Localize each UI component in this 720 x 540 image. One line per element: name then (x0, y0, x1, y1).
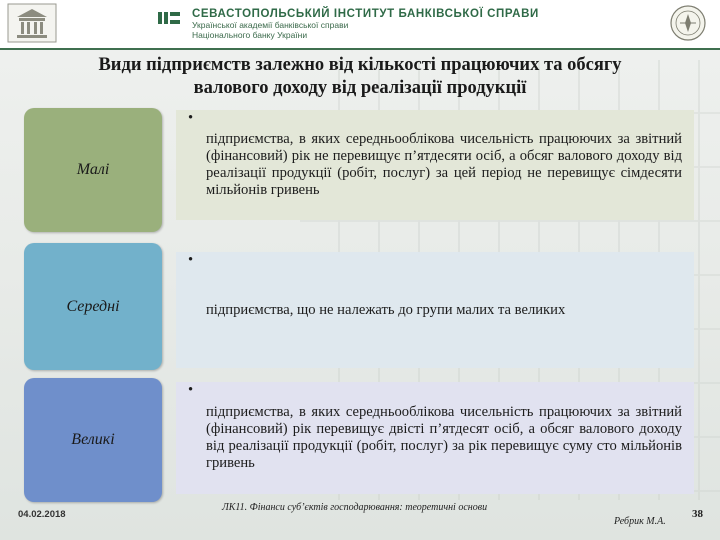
category-box-large (24, 378, 162, 502)
footer-course-title: ЛК11. Фінанси суб’єктів господарювання: теоретичні основи (222, 502, 488, 513)
description-text: підприємства, в яких середньооблікова чисельність працюючих за звітний (фінансовий) рік перевищує двісті п’ятдесят осіб, а обсяг валового доходу від реалізації продукції (робіт, послуг) за рік перевищує суму сто мільйонів гривень (206, 404, 682, 471)
category-label: Середні (66, 297, 120, 315)
institute-affiliation: Української академії банківської справи Національного банку України (192, 20, 349, 40)
national-bank-seal-icon (662, 2, 714, 44)
category-description-medium (176, 252, 694, 368)
footer-date: 04.02.2018 (18, 509, 66, 520)
category-box-small (24, 108, 162, 232)
category-label: Малі (76, 161, 110, 178)
footer-author: Ребрик М.А. (614, 516, 666, 527)
institute-name: СЕВАСТОПОЛЬСЬКИЙ ІНСТИТУТ БАНКІВСЬКОЇ СПРАВИ (192, 8, 539, 20)
category-description-large (176, 382, 694, 494)
category-label: Великі (71, 431, 115, 448)
page-number: 38 (692, 508, 703, 520)
bullet-icon: • (188, 110, 194, 126)
bullet-icon: • (188, 382, 194, 398)
bullet-icon: • (188, 252, 194, 268)
description-text: підприємства, в яких середньооблікова чисельність працюючих за звітний (фінансовий) рік не перевищує п’ятдесяти осіб, а обсяг валового доходу від реалізації продукції (робіт, послуг) за цей період не перевищує сімдесяти мільйонів гривень (206, 131, 682, 198)
slide-header (0, 0, 720, 50)
slide-title: Види підприємств залежно від кількості працюючих та обсягу валового доходу від реалізації продукції (98, 55, 622, 98)
category-description-small (176, 110, 694, 220)
category-box-medium (24, 243, 162, 370)
institute-emblem-icon (4, 2, 60, 44)
description-text: підприємства, що не належать до групи малих та великих (206, 301, 566, 318)
institute-mark-icon (158, 12, 180, 24)
